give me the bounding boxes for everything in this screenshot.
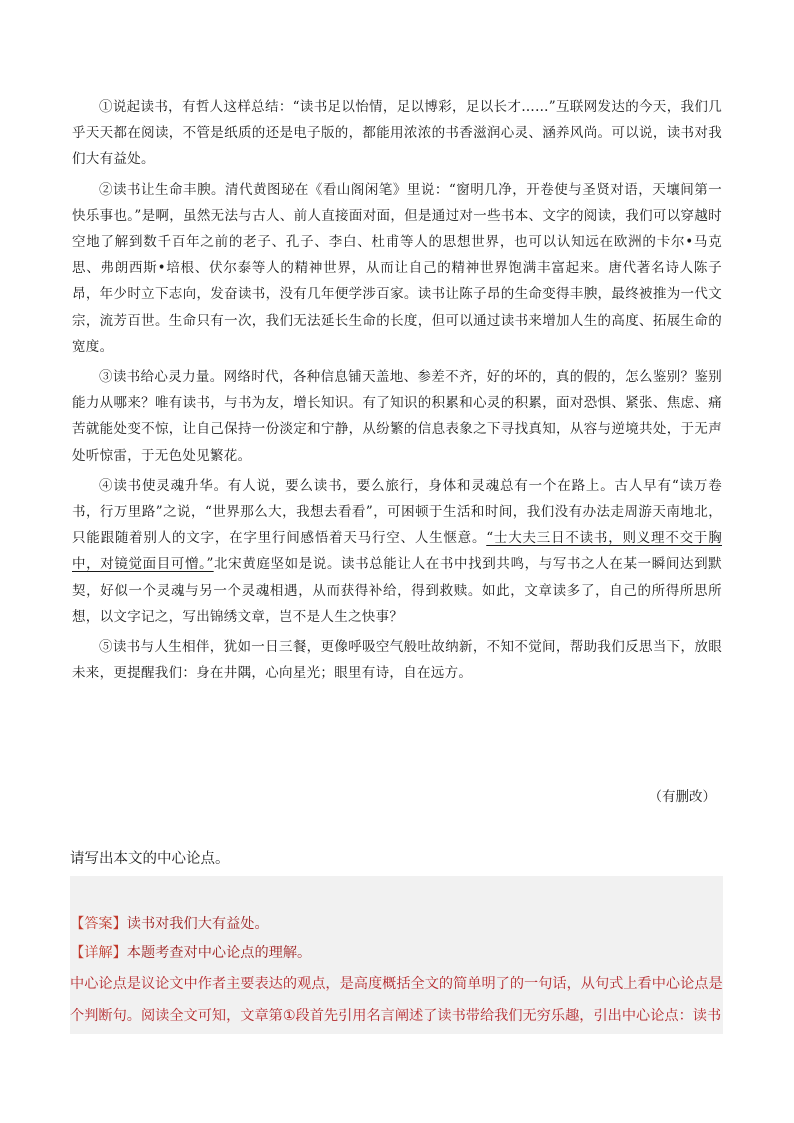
- answer-text: 读书对我们大有益处。: [126, 916, 269, 932]
- paragraph-4-text-b: 北宋黄庭坚如是说。读书总能让人在书中找到共鸣，与写书之人在某一瞬间达到默契，好似一个灵魂与另一个灵魂相遇，从而获得补给，得到救赎。如此，文章读多了，自己的所得所思所想，以文字记之，写出锦绣文章，岂不是人生之快事？: [72, 556, 722, 625]
- detail-line: [70, 939, 311, 967]
- explanation-line-2: 个判断句。阅读全文可知，文章第①段首先引用名言阐述了读书带给我们无穷乐趣，引出中心论点：读书: [70, 1008, 722, 1024]
- detail-text: 本题考查对中心论点的理解。: [126, 945, 312, 961]
- paragraph-5: ⑤读书与人生相伴，犹如一日三餐，更像呼吸空气般吐故纳新，不知不觉间，帮助我们反思当下，放眼未来，更提醒我们：身在井隅，心向星光；眼里有诗，自在远方。: [72, 639, 722, 682]
- paragraph-4-text-a: ④读书使灵魂升华。有人说，要么读书，要么旅行，身体和灵魂总有一个在路上。古人早有“读万卷书，行万里路”之说，“世界那么大，我想去看看”，可困顿于生活和时间，我们没有办法走周游天南地北，只能跟随着别人的文字，在字里行间感悟着天马行空、人生惬意。: [72, 477, 722, 547]
- paragraph-4: [72, 473, 722, 630]
- underlined-quote: “士大夫三日不读书，则义理不交于胸中，对镜觉面目可憎。”: [72, 530, 722, 573]
- question-text: 请写出本文的中心论点。: [70, 851, 230, 867]
- paragraph-1: ①说起读书，有哲人这样总结：“读书足以怡情，足以博彩，足以长才……”互联网发达的今天，我们几乎天天都在阅读，不管是纸质的还是电子版的，都能用浓浓的书香滋润心灵、涵养风尚。可以说，读书对我们大有益处。: [72, 99, 722, 168]
- paragraph-3: ③读书给心灵力量。网络时代，各种信息铺天盖地、参差不齐，好的坏的，真的假的，怎么鉴别？鉴别能力从哪来？唯有读书，与书为友，增长知识。有了知识的积累和心灵的积累，面对恐惧、紧张、焦虑、痛苦就能处变不惊，让自己保持一份淡定和宁静，从纷繁的信息表象之下寻找真知，从容与逆境共处，于无声处听惊雷，于无色处见繁花。: [72, 369, 722, 464]
- source-note: （有删改）: [648, 789, 716, 805]
- answer-line: [70, 910, 269, 938]
- explanation-line-1: 中心论点是议论文中作者主要表达的观点，是高度概括全文的简单明了的一句话，从句式上看中心论点是: [70, 976, 723, 992]
- answer-tag: 【答案】: [70, 916, 127, 932]
- paragraph-2: ②读书让生命丰腴。清代黄图珌在《看山阁闲笔》里说：“窗明几净，开卷使与圣贤对语，天壤间第一快乐事也。”是啊，虽然无法与古人、前人直接面对面，但是通过对一些书本、文字的阅读，我们可以穿越时空地了解到数千百年之前的老子、孔子、李白、杜甫等人的思想世界，也可以认知远在欧洲的卡尔•马克思、弗朗西斯•培根、伏尔泰等人的精神世界，从而让自己的精神世界饱满丰富起来。唐代著名诗人陈子昂，年少时立下志向，发奋读书，没有几年便学涉百家。读书让陈子昂的生命变得丰腴，最终被推为一代文宗，流芳百世。生命只有一次，我们无法延长生命的长度，但可以通过读书来增加人生的高度、拓展生命的宽度。: [72, 181, 722, 355]
- answer-box: [70, 876, 723, 1034]
- reading-passage: [72, 94, 722, 686]
- detail-tag: 【详解】: [70, 945, 127, 961]
